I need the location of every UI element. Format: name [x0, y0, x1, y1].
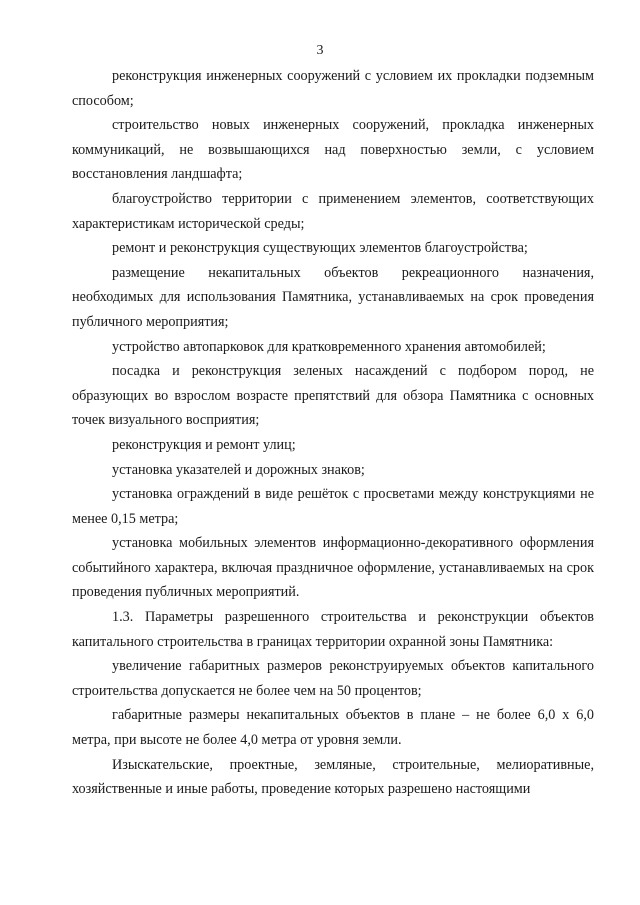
- paragraph-repair-improvement-elements: ремонт и реконструкция существующих элементов благоустройства;: [112, 240, 528, 257]
- paragraph-green-planting: посадка и реконструкция зеленых насаждений с подбором пород, не образующих во взрослом возрасте препятствий для обзора Памятника с основных точек визуального восприятия;: [72, 363, 594, 429]
- paragraph-road-signs: установка указателей и дорожных знаков;: [112, 461, 365, 478]
- paragraph-temporary-objects: размещение некапитальных объектов рекреационного назначения, необходимых для использования Памятника, устанавливаемых на срок проведения публичного мероприятия;: [72, 264, 594, 330]
- paragraph-section-1-3: 1.3. Параметры разрешенного строительства и реконструкции объектов капитального строительства в границах территории охранной зоны Памятника:: [72, 609, 594, 650]
- page-number: 3: [316, 43, 324, 58]
- paragraph-underground-construction: реконструкция инженерных сооружений с условием их прокладки подземным способом;: [72, 68, 594, 109]
- paragraph-fences: установка ограждений в виде решёток с просветами между конструкциями не менее 0,15 метра;: [72, 486, 594, 527]
- paragraph-streets-repair: реконструкция и ремонт улиц;: [112, 436, 296, 453]
- paragraph-territory-improvement: благоустройство территории с применением элементов, соответствующих характеристикам исторической среды;: [72, 190, 594, 232]
- paragraph-dimensions: габаритные размеры некапитальных объектов в плане – не более 6,0 х 6,0 метра, при высоте не более 4,0 метра от уровня земли.: [72, 707, 594, 749]
- paragraph-survey-works: Изыскательские, проектные, земляные, строительные, мелиоративные, хозяйственные и иные работы, проведение которых разрешено настоящими: [72, 756, 594, 798]
- paragraph-parking: устройство автопарковок для кратковременного хранения автомобилей;: [112, 338, 546, 355]
- paragraph-mobile-decorations: установка мобильных элементов информационно-декоративного оформления событийного характера, включая праздничное оформление, устанавливаемых на срок проведения публичных мероприятий.: [72, 535, 594, 601]
- document-body: [72, 64, 594, 802]
- paragraph-size-increase: увеличение габаритных размеров реконструируемых объектов капитального строительства допускается не более чем на 50 процентов;: [72, 658, 594, 699]
- paragraph-new-engineering-structures: строительство новых инженерных сооружений, прокладка инженерных коммуникаций, не возвышающихся над поверхностью земли, с условием восстановления ландшафта;: [72, 117, 594, 183]
